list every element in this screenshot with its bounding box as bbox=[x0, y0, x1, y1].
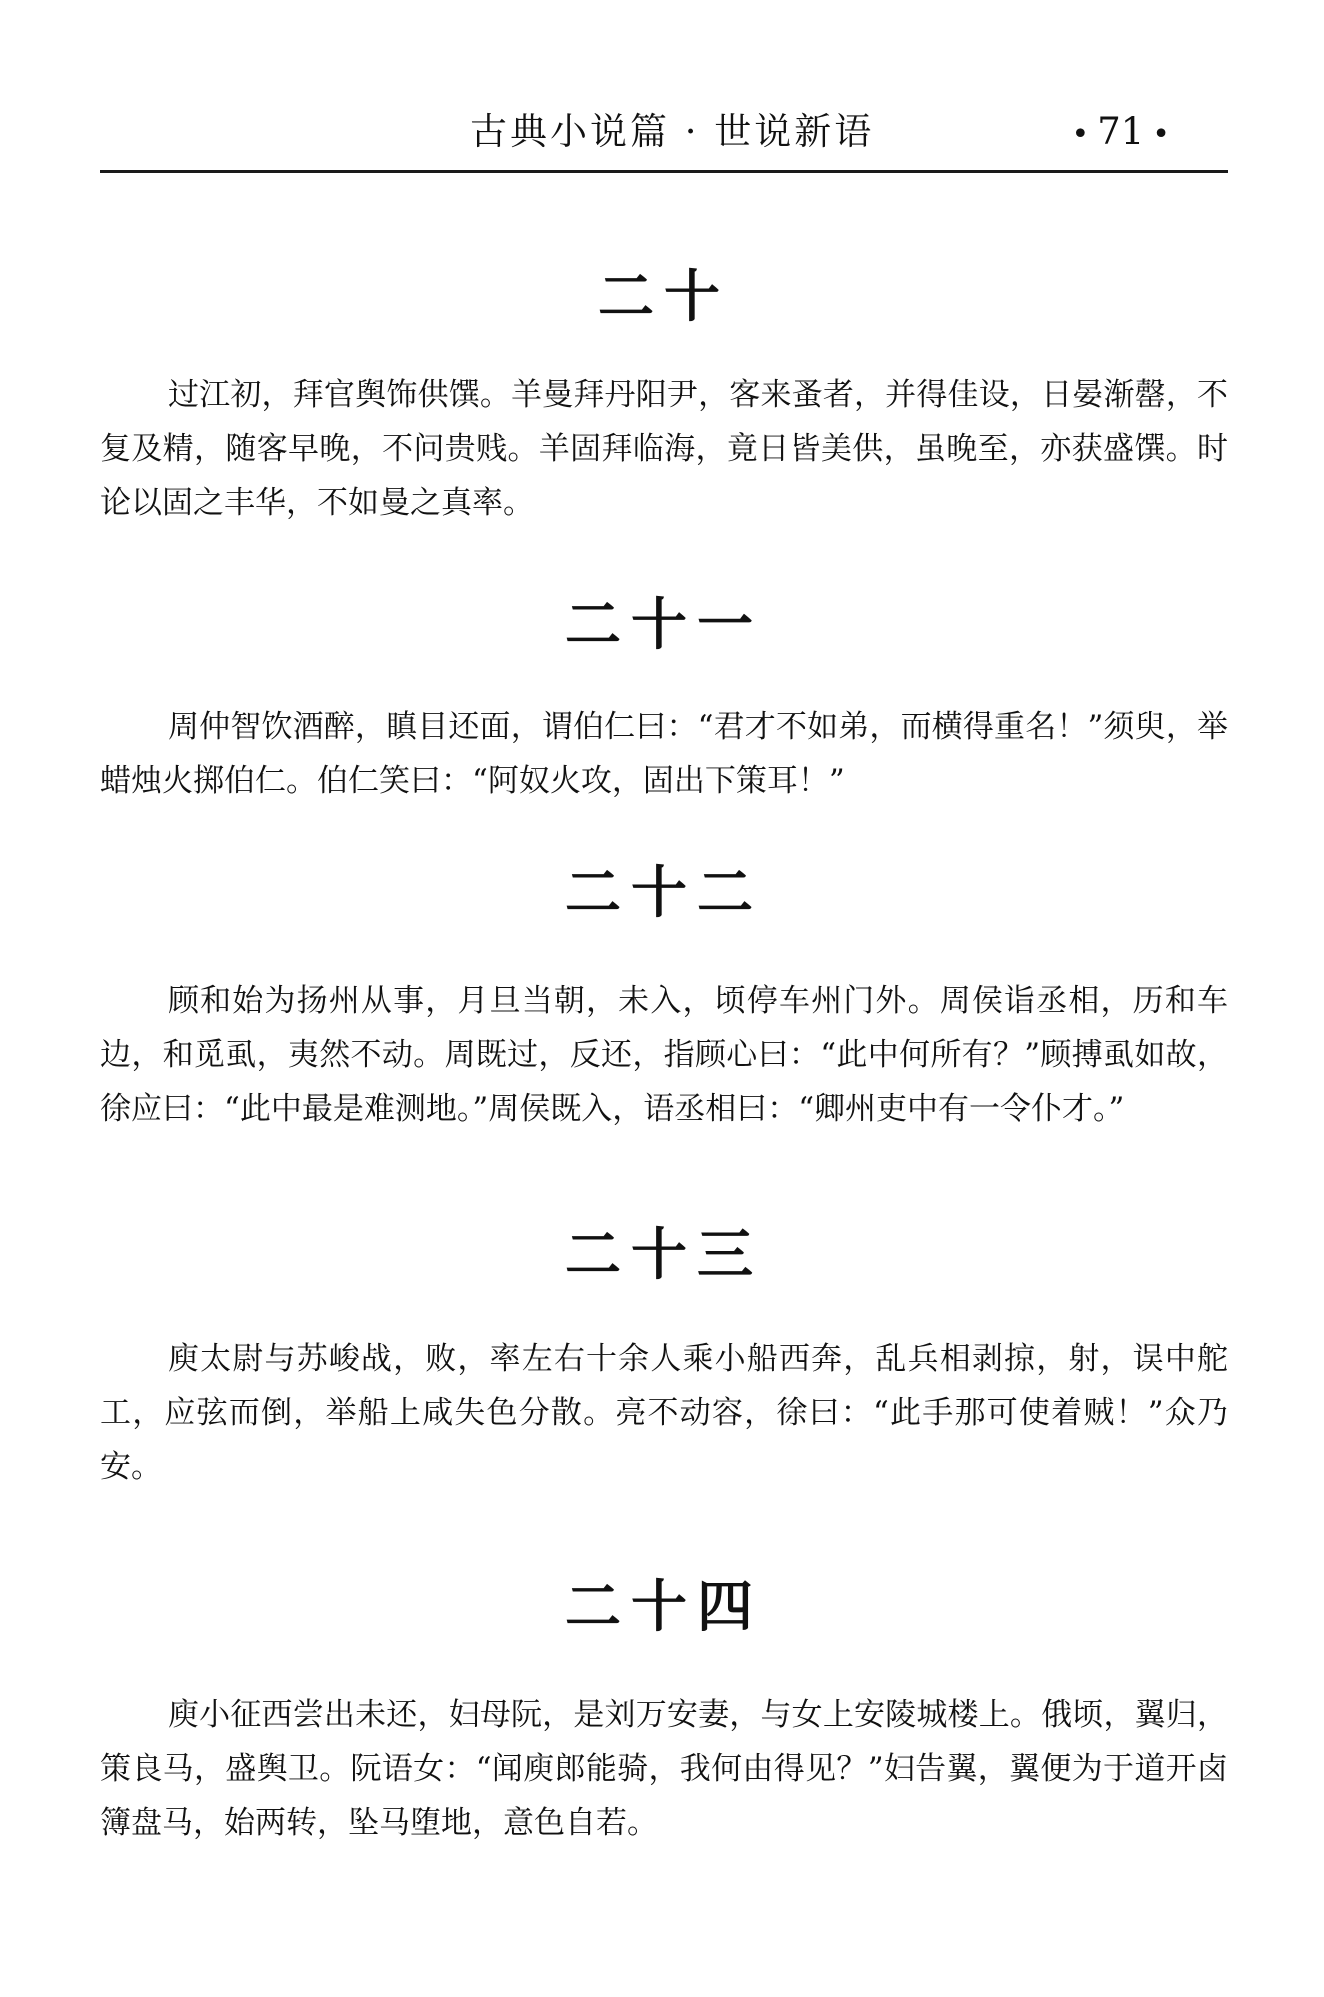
section-heading: 二十四 bbox=[565, 1575, 763, 1640]
section-23 bbox=[100, 1216, 1228, 1494]
bullet-dot-icon: • bbox=[1152, 117, 1170, 152]
bullet-dot-icon: • bbox=[1071, 117, 1090, 152]
section-heading: 二十一 bbox=[565, 593, 763, 658]
section-paragraph: 庾小征西尝出未还，妇母阮，是刘万安妻，与女上安陵城楼上。俄顷，翼归，策良马，盛舆卫。阮语女：“闻庾郎能骑，我何由得见？”妇告翼，翼便为于道开卤簿盘马，始两转，坠马堕地，意色自若。 bbox=[100, 1697, 1228, 1841]
section-20 bbox=[100, 258, 1228, 530]
section-heading: 二十二 bbox=[565, 861, 763, 926]
section-paragraph: 过江初，拜官舆饰供馔。羊曼拜丹阳尹，客来蚤者，并得佳设，日晏渐罄，不复及精，随客早晚，不问贵贱。羊固拜临海，竟日皆美供，虽晚至，亦获盛馔。时论以固之丰华，不如曼之真率。 bbox=[100, 377, 1228, 521]
page-number: 71 bbox=[1097, 110, 1145, 153]
running-title: 古典小说篇 · 世说新语 bbox=[470, 110, 875, 153]
section-heading: 二十 bbox=[598, 265, 730, 330]
page-content bbox=[100, 258, 1228, 1850]
section-24 bbox=[100, 1568, 1228, 1850]
page-number-group bbox=[1064, 110, 1179, 157]
section-21 bbox=[100, 586, 1228, 808]
section-22 bbox=[100, 854, 1228, 1136]
section-paragraph: 顾和始为扬州从事，月旦当朝，未入，顷停车州门外。周侯诣丞相，历和车边，和觅虱，夷然不动。周既过，反还，指顾心曰：“此中何所有？”顾搏虱如故，徐应曰：“此中最是难测地。”周侯既入，语丞相曰：“卿州吏中有一令仆才。” bbox=[100, 983, 1228, 1127]
section-paragraph: 庾太尉与苏峻战，败，率左右十余人乘小船西奔，乱兵相剥掠，射，误中舵工，应弦而倒，举船上咸失色分散。亮不动容，徐曰：“此手那可使着贼！”众乃安。 bbox=[100, 1341, 1228, 1485]
section-paragraph: 周仲智饮酒醉，瞋目还面，谓伯仁曰：“君才不如弟，而横得重名！”须臾，举蜡烛火掷伯仁。伯仁笑曰：“阿奴火攻，固出下策耳！” bbox=[100, 709, 1228, 799]
section-heading: 二十三 bbox=[565, 1223, 763, 1288]
running-header bbox=[100, 96, 1228, 173]
